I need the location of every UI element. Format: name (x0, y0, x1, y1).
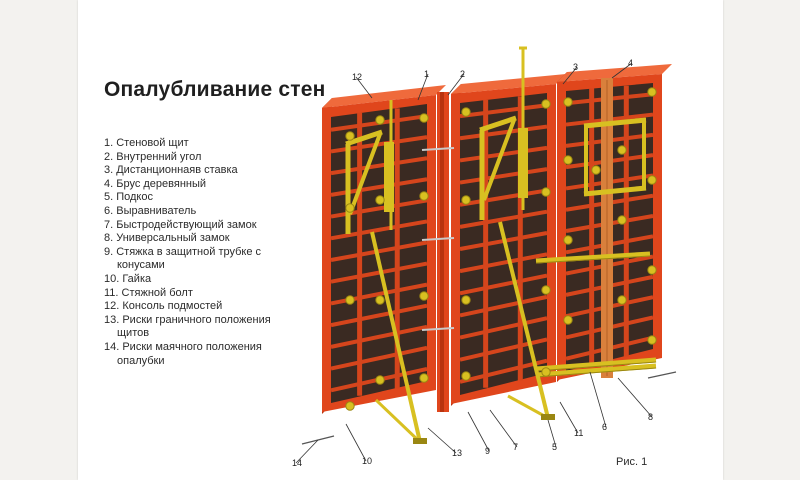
clamp-knot (618, 146, 626, 154)
clamp-knot (648, 88, 656, 96)
position-mark (648, 372, 676, 378)
figure-caption: Рис. 1 (616, 456, 648, 468)
clamp-knot (648, 266, 656, 274)
clamp-knot (462, 296, 470, 304)
clamp-knot (564, 98, 572, 106)
clamp-knot (346, 132, 354, 140)
callout-number: 14 (292, 458, 303, 468)
clamp-knot (618, 216, 626, 224)
wall-panel-1 (322, 85, 446, 414)
clamp-knot (542, 100, 550, 108)
legend-item-text: 3. Дистанционнаяв ставка (104, 164, 238, 177)
clamp-knot (462, 196, 470, 204)
callout-number: 6 (602, 422, 608, 432)
callout-leader (590, 372, 606, 427)
callout-number: 2 (460, 69, 466, 79)
clamp-knot (420, 114, 428, 122)
legend-item-text: 11. Стяжной болт (104, 286, 193, 299)
clamp-knot (346, 296, 354, 304)
legend-item-continuation: щитов (117, 327, 150, 340)
clamp-knot (346, 402, 354, 410)
brace-footplate (413, 438, 427, 444)
legend-item-continuation: конусами (117, 259, 165, 272)
clamp-knot (592, 166, 600, 174)
clamp-knot (542, 188, 550, 196)
legend-item-text: 12. Консоль подмостей (104, 300, 223, 313)
legend-item-text: 5. Подкос (104, 191, 153, 204)
legend-item-text: 7. Быстродействующий замок (104, 218, 257, 231)
callout-number: 5 (552, 442, 558, 452)
callout-number: 11 (574, 428, 584, 438)
clamp-knot (376, 296, 384, 304)
clamp-knot (564, 316, 572, 324)
callout-number: 12 (352, 72, 363, 82)
clamp-knot (564, 236, 572, 244)
clamp-knot (346, 204, 354, 212)
legend-item-text: 9. Стяжка в защитной трубке с (104, 245, 262, 258)
clamp-knot (462, 372, 470, 380)
legend-item-text: 13. Риски граничного положения (104, 313, 271, 326)
legend-item-text: 8. Универсальный замок (104, 232, 230, 245)
legend-item-continuation: опалубки (117, 354, 165, 367)
legend-item-text: 1. Стеновой щит (104, 137, 189, 149)
clamp-knot (420, 192, 428, 200)
clamp-knot (376, 196, 384, 204)
brace-footplate (541, 414, 555, 420)
clamp-knot (648, 176, 656, 184)
page-title: Опалубливание стен (104, 78, 326, 101)
callout-number: 10 (362, 456, 373, 466)
clamp-knot (564, 156, 572, 164)
legend-item-text: 4. Брус деревянный (104, 177, 207, 190)
legend-item-text: 2. Внутренний угол (104, 150, 202, 163)
wall-panel-2 (451, 74, 566, 406)
clamp-knot (376, 116, 384, 124)
clamp-knot (420, 292, 428, 300)
legend-item-text: 14. Риски маячного положения (104, 340, 262, 353)
clamp-knot (618, 296, 626, 304)
clamp-knot (542, 286, 550, 294)
inner-corner-edge (440, 92, 444, 412)
clamp-knot (462, 108, 470, 116)
callout-number: 4 (628, 58, 634, 68)
callout-number: 1 (424, 69, 430, 79)
callout-leader (618, 378, 652, 417)
callout-number: 8 (648, 412, 654, 422)
legend-item-text: 6. Выравниватель (104, 204, 197, 217)
clamp-knot (542, 368, 550, 376)
clamp-knot (648, 336, 656, 344)
callout-number: 9 (485, 446, 491, 456)
clamp-knot (420, 374, 428, 382)
wall-panel-3 (557, 64, 672, 382)
callout-number: 3 (573, 62, 579, 72)
callout-number: 7 (513, 442, 519, 452)
callout-number: 13 (452, 448, 463, 458)
legend-item-text: 10. Гайка (104, 272, 152, 285)
clamp-knot (376, 376, 384, 384)
